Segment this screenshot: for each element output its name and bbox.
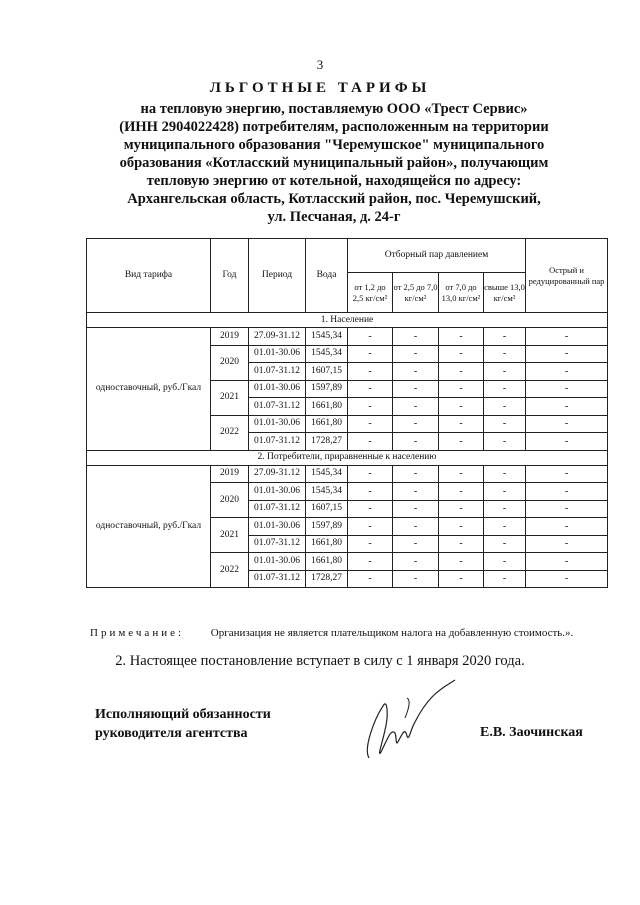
header-steam-col: от 2,5 до 7,0 кг/см² bbox=[393, 273, 439, 313]
steam-value-cell: - bbox=[393, 535, 439, 553]
period-cell: 01.07-31.12 bbox=[249, 433, 306, 451]
steam-value-cell: - bbox=[393, 518, 439, 536]
table-row bbox=[87, 328, 608, 346]
water-value-cell: 1661,80 bbox=[306, 553, 348, 571]
period-cell: 01.01-30.06 bbox=[249, 345, 306, 363]
steam-value-cell: - bbox=[393, 380, 439, 398]
steam-value-cell: - bbox=[348, 553, 393, 571]
steam-value-cell: - bbox=[439, 415, 484, 433]
steam-value-cell: - bbox=[439, 500, 484, 518]
steam-value-cell: - bbox=[348, 415, 393, 433]
steam-value-cell: - bbox=[393, 363, 439, 381]
sharp-steam-value-cell: - bbox=[526, 570, 608, 588]
sharp-steam-value-cell: - bbox=[526, 483, 608, 501]
document-subtitle bbox=[84, 100, 584, 226]
year-cell: 2020 bbox=[211, 345, 249, 380]
steam-value-cell: - bbox=[484, 518, 526, 536]
period-cell: 01.01-30.06 bbox=[249, 518, 306, 536]
signatory-position bbox=[95, 705, 271, 743]
year-cell: 2019 bbox=[211, 465, 249, 483]
period-cell: 01.07-31.12 bbox=[249, 398, 306, 416]
steam-value-cell: - bbox=[393, 483, 439, 501]
tariff-table bbox=[86, 238, 608, 588]
steam-value-cell: - bbox=[348, 363, 393, 381]
water-value-cell: 1545,34 bbox=[306, 483, 348, 501]
subtitle-line: на тепловую энергию, поставляемую ООО «Трест Сервис» bbox=[140, 101, 528, 117]
steam-value-cell: - bbox=[439, 345, 484, 363]
subtitle-line: (ИНН 2904022428) потребителям, расположенным на территории bbox=[119, 119, 549, 135]
sharp-steam-value-cell: - bbox=[526, 363, 608, 381]
header-steam-col: свыше 13,0 кг/см² bbox=[484, 273, 526, 313]
period-cell: 01.07-31.12 bbox=[249, 363, 306, 381]
sharp-steam-value-cell: - bbox=[526, 553, 608, 571]
page-number: 3 bbox=[316, 57, 324, 72]
note-text: Организация не является плательщиком налога на добавленную стоимость.». bbox=[210, 627, 574, 639]
sharp-steam-value-cell: - bbox=[526, 380, 608, 398]
steam-value-cell: - bbox=[484, 433, 526, 451]
header-steam-group: Отборный пар давлением bbox=[348, 239, 526, 273]
decree-text: 2. Настоящее постановление вступает в силу с 1 января 2020 года. bbox=[115, 653, 525, 669]
steam-value-cell: - bbox=[439, 570, 484, 588]
water-value-cell: 1607,15 bbox=[306, 500, 348, 518]
steam-value-cell: - bbox=[348, 465, 393, 483]
steam-value-cell: - bbox=[348, 500, 393, 518]
sharp-steam-value-cell: - bbox=[526, 535, 608, 553]
water-value-cell: 1728,27 bbox=[306, 433, 348, 451]
steam-value-cell: - bbox=[348, 345, 393, 363]
year-cell: 2020 bbox=[211, 483, 249, 518]
year-cell: 2021 bbox=[211, 380, 249, 415]
section-header: 2. Потребители, приравненные к населению bbox=[87, 450, 608, 465]
sharp-steam-value-cell: - bbox=[526, 518, 608, 536]
period-cell: 01.07-31.12 bbox=[249, 570, 306, 588]
period-cell: 01.07-31.12 bbox=[249, 535, 306, 553]
steam-value-cell: - bbox=[484, 363, 526, 381]
steam-value-cell: - bbox=[484, 535, 526, 553]
period-cell: 01.01-30.06 bbox=[249, 483, 306, 501]
header-water: Вода bbox=[306, 239, 348, 313]
steam-value-cell: - bbox=[348, 380, 393, 398]
steam-value-cell: - bbox=[393, 465, 439, 483]
steam-value-cell: - bbox=[348, 483, 393, 501]
steam-value-cell: - bbox=[484, 398, 526, 416]
sharp-steam-value-cell: - bbox=[526, 328, 608, 346]
sharp-steam-value-cell: - bbox=[526, 345, 608, 363]
header-steam-col: от 1,2 до 2,5 кг/см² bbox=[348, 273, 393, 313]
steam-value-cell: - bbox=[393, 500, 439, 518]
year-cell: 2022 bbox=[211, 415, 249, 450]
subtitle-line: тепловую энергию от котельной, находящейся по адресу: bbox=[146, 173, 522, 189]
steam-value-cell: - bbox=[439, 553, 484, 571]
header-steam-col: от 7,0 до 13,0 кг/см² bbox=[439, 273, 484, 313]
sharp-steam-value-cell: - bbox=[526, 500, 608, 518]
steam-value-cell: - bbox=[439, 398, 484, 416]
tariff-type-cell: одноставочный, руб./Гкал bbox=[87, 465, 211, 588]
steam-value-cell: - bbox=[484, 500, 526, 518]
steam-value-cell: - bbox=[439, 535, 484, 553]
section-header: 1. Население bbox=[87, 313, 608, 328]
period-cell: 27.09-31.12 bbox=[249, 465, 306, 483]
year-cell: 2019 bbox=[211, 328, 249, 346]
steam-value-cell: - bbox=[439, 363, 484, 381]
steam-value-cell: - bbox=[439, 380, 484, 398]
water-value-cell: 1597,89 bbox=[306, 380, 348, 398]
water-value-cell: 1545,34 bbox=[306, 465, 348, 483]
tariff-type-cell: одноставочный, руб./Гкал bbox=[87, 328, 211, 451]
steam-value-cell: - bbox=[393, 415, 439, 433]
steam-value-cell: - bbox=[439, 465, 484, 483]
steam-value-cell: - bbox=[484, 465, 526, 483]
steam-value-cell: - bbox=[484, 345, 526, 363]
steam-value-cell: - bbox=[439, 328, 484, 346]
water-value-cell: 1607,15 bbox=[306, 363, 348, 381]
steam-value-cell: - bbox=[348, 433, 393, 451]
year-cell: 2021 bbox=[211, 518, 249, 553]
period-cell: 01.01-30.06 bbox=[249, 553, 306, 571]
document-title: ЛЬГОТНЫЕ ТАРИФЫ bbox=[209, 80, 431, 96]
steam-value-cell: - bbox=[393, 570, 439, 588]
period-cell: 01.01-30.06 bbox=[249, 415, 306, 433]
water-value-cell: 1728,27 bbox=[306, 570, 348, 588]
steam-value-cell: - bbox=[439, 433, 484, 451]
handwritten-signature bbox=[355, 678, 465, 773]
header-period: Период bbox=[249, 239, 306, 313]
position-line: Исполняющий обязанности bbox=[95, 707, 271, 722]
subtitle-line: образования «Котласский муниципальный район», получающим bbox=[119, 155, 549, 171]
note-label: Примечание: bbox=[90, 627, 185, 639]
steam-value-cell: - bbox=[348, 518, 393, 536]
year-cell: 2022 bbox=[211, 553, 249, 588]
sharp-steam-value-cell: - bbox=[526, 398, 608, 416]
table-row bbox=[87, 465, 608, 483]
water-value-cell: 1661,80 bbox=[306, 415, 348, 433]
steam-value-cell: - bbox=[348, 535, 393, 553]
steam-value-cell: - bbox=[484, 553, 526, 571]
steam-value-cell: - bbox=[484, 380, 526, 398]
header-year: Год bbox=[211, 239, 249, 313]
steam-value-cell: - bbox=[348, 398, 393, 416]
period-cell: 01.07-31.12 bbox=[249, 500, 306, 518]
steam-value-cell: - bbox=[393, 398, 439, 416]
water-value-cell: 1545,34 bbox=[306, 328, 348, 346]
subtitle-line: муниципального образования "Черемушское" муниципального bbox=[123, 137, 545, 153]
sharp-steam-value-cell: - bbox=[526, 415, 608, 433]
position-line: руководителя агентства bbox=[95, 726, 248, 741]
sharp-steam-value-cell: - bbox=[526, 465, 608, 483]
steam-value-cell: - bbox=[348, 570, 393, 588]
steam-value-cell: - bbox=[393, 328, 439, 346]
steam-value-cell: - bbox=[393, 433, 439, 451]
water-value-cell: 1597,89 bbox=[306, 518, 348, 536]
signatory-name: Е.В. Заочинская bbox=[480, 725, 583, 740]
steam-value-cell: - bbox=[393, 345, 439, 363]
steam-value-cell: - bbox=[439, 483, 484, 501]
period-cell: 01.01-30.06 bbox=[249, 380, 306, 398]
water-value-cell: 1545,34 bbox=[306, 345, 348, 363]
steam-value-cell: - bbox=[484, 328, 526, 346]
steam-value-cell: - bbox=[393, 553, 439, 571]
subtitle-line: Архангельская область, Котласский район, пос. Черемушский, bbox=[127, 191, 541, 207]
steam-value-cell: - bbox=[484, 570, 526, 588]
steam-value-cell: - bbox=[484, 415, 526, 433]
steam-value-cell: - bbox=[484, 483, 526, 501]
water-value-cell: 1661,80 bbox=[306, 535, 348, 553]
steam-value-cell: - bbox=[348, 328, 393, 346]
water-value-cell: 1661,80 bbox=[306, 398, 348, 416]
sharp-steam-value-cell: - bbox=[526, 433, 608, 451]
header-sharp-steam: Острый и редуцированный пар bbox=[526, 239, 608, 313]
note bbox=[90, 627, 610, 639]
header-tariff-type: Вид тарифа bbox=[87, 239, 211, 313]
subtitle-line: ул. Песчаная, д. 24-г bbox=[267, 209, 401, 225]
period-cell: 27.09-31.12 bbox=[249, 328, 306, 346]
steam-value-cell: - bbox=[439, 518, 484, 536]
